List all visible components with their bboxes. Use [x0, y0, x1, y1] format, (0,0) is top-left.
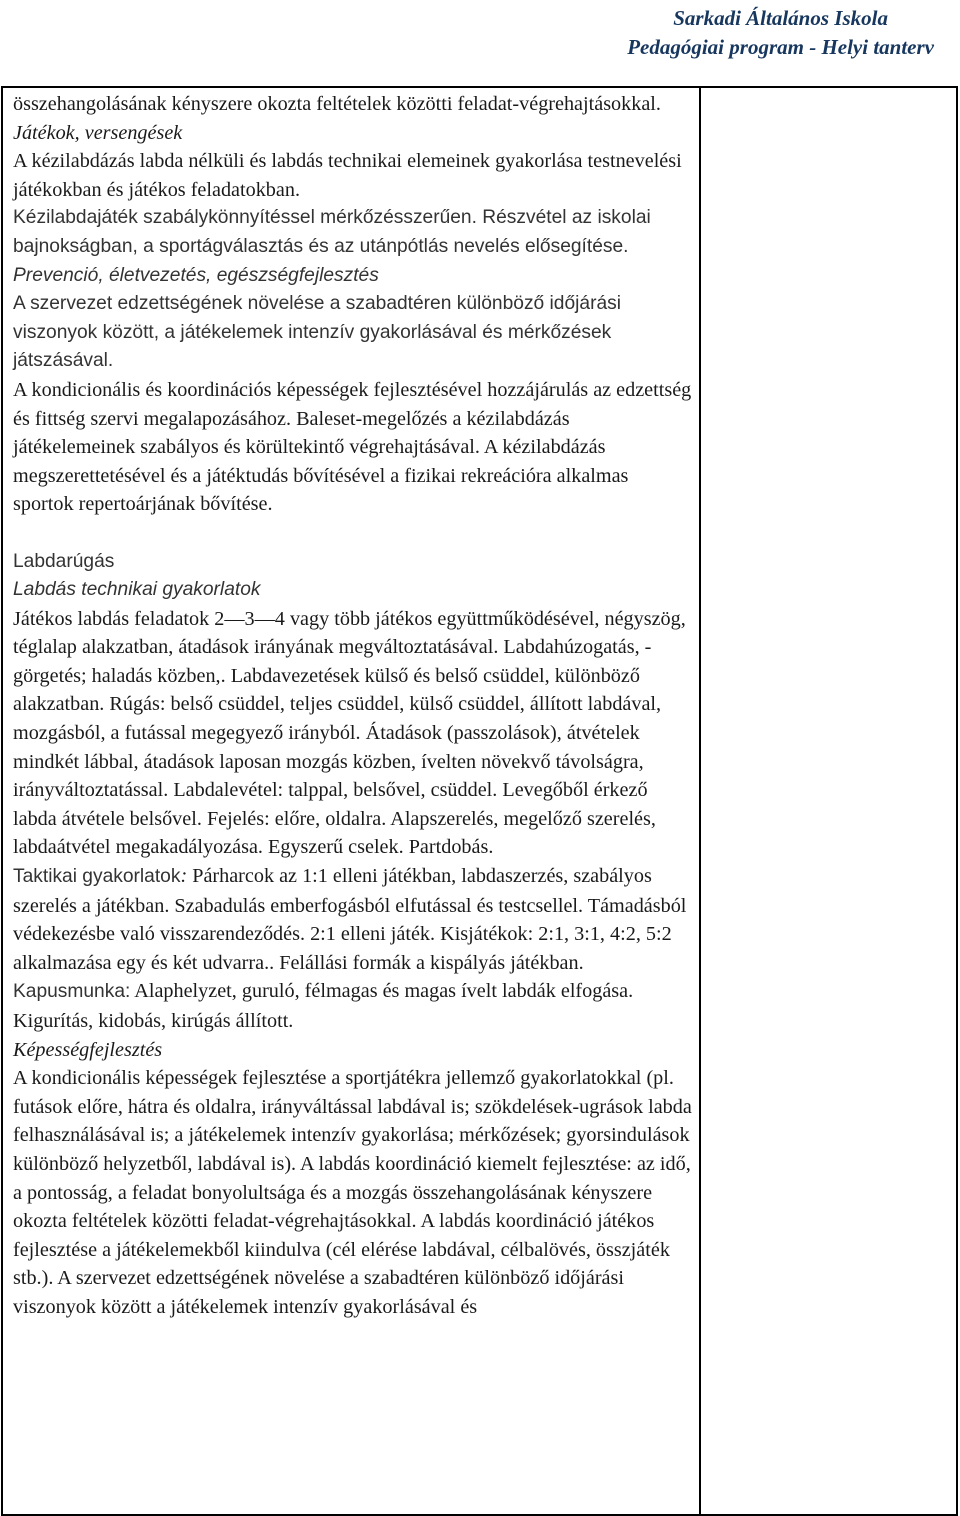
kapus-label: Kapusmunka:: [13, 981, 131, 1003]
paragraph: Játékos labdás feladatok 2―3―4 vagy több játékos együttműködésével, négyszög, téglalap alakzatban, átadások irányának megváltoztatásával. Labdahúzogatás, -görgetés; haladás közben,. Labdavezetések külső és belső csüddel, különböző alakzatban. Rúgás: belső csüddel, teljes csüddel, külső csüddel, állított labdával, mozgásból, a futással megegyező irányból. Átadások (passzolások), átvételek mindkét lábbal, átadások laposan mozgás közben, ívelten növekvő távolságra, irányváltoztatással. Labdalevétel: talppal, belsővel, csüddel. Levegőből érkező labda átvétele belsővel. Fejelés: előre, oldalra. Alapszerelés, megelőző szerelés, labdaátvétel megakadályozása. Egyszerű cselek. Partdobás.: [13, 607, 686, 859]
empty-side-cell: [700, 87, 957, 1515]
paragraph: A szervezet edzettségének növelése a szabadtéren különböző időjárási viszonyok között, a játékelemek intenzív gyakorlásával és mérkőzések játszásával.: [13, 293, 621, 372]
heading-kepesseg: Képességfejlesztés: [13, 1038, 163, 1061]
taktikai-text: Párharcok az 1:1 elleni játékban, labdaszerzés, szabályos szerelés a játékban. Szabadulás emberfogásból elfutással és testcsellel. Támadásból védekezésbe való visszarendeződés. 2:1 elleni játék. Kisjátékok: 2:1, 3:1, 4:2, 5:2 alkalmazása egy és két udvarra.. Felállási formák a kispályás játékban.: [13, 865, 687, 974]
table-row: [2, 87, 957, 1515]
paragraph: A kondicionális és koordinációs képességek fejlesztésével hozzájárulás az edzettség és fittség szervi megalapozásához. Baleset-megelőzés a kézilabdázás játékelemeinek szabályos és körültekintő végrehajtásával. A kézilabdázás megszerettetésével és a játéktudás bővítésével a fizikai rekreációra alkalmas sportok repertoárjának bővítése.: [13, 378, 692, 516]
content-cell: [2, 87, 700, 1515]
taktikai-colon: :: [180, 865, 188, 888]
heading-technikai: Labdás technikai gyakorlatok: [13, 579, 261, 601]
paragraph: A kézilabdázás labda nélküli és labdás technikai elemeinek gyakorlása testnevelési játékokban és játékos feladatokban.: [13, 150, 682, 201]
paragraph: [13, 977, 693, 1035]
school-name: Sarkadi Általános Iskola: [673, 6, 888, 30]
kapus-text: Alaphelyzet, guruló, félmagas és magas ívelt labdák elfogása. Kigurítás, kidobás, kirúgás állított.: [13, 980, 634, 1032]
heading-labdarugas: Labdarúgás: [13, 550, 115, 572]
heading-jatekok: Játékok, versengések: [13, 121, 183, 144]
taktikai-label: Taktikai gyakorlatok: [13, 866, 181, 888]
paragraph: A kondicionális képességek fejlesztése a sportjátékra jellemző gyakorlatokkal (pl. futások előre, hátra és oldalra, irányváltással labdával is; szökdelések-ugrások labda felhasználásával is; a játékelemek intenzív gyakorlása; mérkőzések; gyorsindulások különböző helyzetből, labdával is). A labdás koordináció kiemelt fejlesztése: az idő, a pontosság, a feladat bonyolultsága és a mozgás összehangolásának kényszere okozta feltételek közötti feladat-végrehajtásokkal. A labdás koordináció játékos fejlesztése a játékelemekből kiindulva (cél elérése labdával, célbalövés, összjáték stb.). A szervezet edzettségének növelése a szabadtéren különböző időjárási viszonyok között a játékelemek intenzív gyakorlásával és: [13, 1067, 692, 1318]
paragraph: Kézilabdajáték szabálykönnyítéssel mérkőzésszerűen. Részvétel az iskolai bajnokságban, a sportágválasztás és az utánpótlás nevelés elősegítése.: [13, 207, 651, 257]
program-title: Pedagógiai program - Helyi tanterv: [627, 35, 934, 59]
paragraph: [13, 862, 693, 977]
paragraph: összehangolásának kényszere okozta feltételek közötti feladat-végrehajtásokkal.: [13, 93, 661, 115]
page-header: [627, 4, 934, 62]
heading-prevencio: Prevenció, életvezetés, egészségfejlesztés: [13, 264, 379, 286]
curriculum-table: [1, 86, 958, 1516]
spacer: [13, 519, 693, 548]
content-text: [3, 88, 699, 1322]
